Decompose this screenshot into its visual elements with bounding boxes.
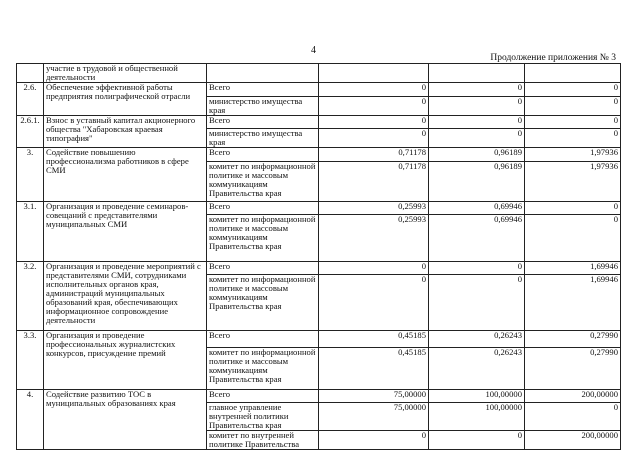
executor-label: комитет по информационной политике и массовым коммуникациям Правительства края [207,215,319,262]
amount-cell-year-2: 0 [429,83,525,97]
table-row [17,148,621,162]
row-number: 2.6.1. [17,116,44,148]
amount-cell-year-3: 200,00000 [525,431,621,450]
amount-cell-year-1: 0,71178 [319,148,429,162]
amount-cell-year-3: 0 [525,97,621,116]
amount-cell-year-2: 100,00000 [429,390,525,403]
executor-label: Всего [207,202,319,215]
row-number: 3.3. [17,331,44,390]
row-title: Взнос в уставный капитал акционерного общества "Хабаровская краевая типография" [44,116,207,148]
amount-cell-year-1: 0,71178 [319,162,429,202]
table-row [17,262,621,275]
amount-cell-year-2: 0 [429,431,525,450]
page-number: 4 [311,45,316,56]
amount-cell-year-1: 75,00000 [319,390,429,403]
executor-label: Всего [207,262,319,275]
executor-label: Всего [207,331,319,348]
row-number [17,64,44,83]
row-title: Содействие развитию ТОС в муниципальных образованиях края [44,390,207,450]
row-number: 4. [17,390,44,450]
executor-label: Всего [207,390,319,403]
amount-cell-year-1: 0 [319,262,429,275]
amount-cell-year-2: 0 [429,97,525,116]
row-title: Организация и проведение мероприятий с представителями СМИ, сотрудниками исполнительных органов края, администраций муниципальных образований края, обеспечивающих информационное сопровождение деятельности [44,262,207,331]
executor-label: Всего [207,148,319,162]
table-row [17,331,621,348]
amount-cell-year-1: 75,00000 [319,403,429,431]
amount-cell-year-1: 0 [319,116,429,129]
amount-cell-year-2 [429,64,525,83]
amount-cell-year-3: 0 [525,403,621,431]
row-number: 3.1. [17,202,44,262]
row-title: Обеспечение эффективной работы предприятия полиграфической отрасли [44,83,207,116]
executor-label [207,64,319,83]
table-row [17,116,621,129]
amount-cell-year-2: 0 [429,116,525,129]
executor-label: комитет по внутренней политике Правительства [207,431,319,450]
amount-cell-year-1: 0,25993 [319,215,429,262]
amount-cell-year-3 [525,64,621,83]
row-title: Организация и проведение профессиональных журналистских конкурсов, присуждение премий [44,331,207,390]
amount-cell-year-2: 0,26243 [429,348,525,390]
amount-cell-year-3: 0 [525,129,621,148]
amount-cell-year-2: 0 [429,275,525,331]
executor-label: министерство имущества края [207,97,319,116]
row-number: 3.2. [17,262,44,331]
amount-cell-year-2: 100,00000 [429,403,525,431]
amount-cell-year-2: 0,96189 [429,148,525,162]
amount-cell-year-1: 0,25993 [319,202,429,215]
amount-cell-year-3: 1,69946 [525,262,621,275]
executor-label: комитет по информационной политике и массовым коммуникациям Правительства края [207,275,319,331]
amount-cell-year-1 [319,64,429,83]
row-title: Содействие повышению профессионализма работников в сфере СМИ [44,148,207,202]
amount-cell-year-1: 0 [319,129,429,148]
executor-label: комитет по информационной политике и массовым коммуникациям Правительства края [207,162,319,202]
row-title: участие в трудовой и общественной деятельности [44,64,207,83]
appendix-continuation-label: Продолжение приложения № 3 [490,53,616,63]
amount-cell-year-1: 0 [319,275,429,331]
amount-cell-year-3: 1,97936 [525,162,621,202]
amount-cell-year-3: 200,00000 [525,390,621,403]
amount-cell-year-3: 0 [525,215,621,262]
table-row [17,202,621,215]
amount-cell-year-1: 0,45185 [319,348,429,390]
program-funding-table [16,63,621,450]
amount-cell-year-3: 0 [525,83,621,97]
amount-cell-year-3: 0 [525,116,621,129]
amount-cell-year-3: 1,69946 [525,275,621,331]
amount-cell-year-2: 0,26243 [429,331,525,348]
row-number: 3. [17,148,44,202]
amount-cell-year-2: 0,69946 [429,202,525,215]
amount-cell-year-1: 0 [319,83,429,97]
table-row [17,64,621,83]
amount-cell-year-3: 0,27990 [525,348,621,390]
amount-cell-year-1: 0 [319,97,429,116]
executor-label: главное управление внутренней политики Правительства края [207,403,319,431]
row-number: 2.6. [17,83,44,116]
amount-cell-year-3: 0,27990 [525,331,621,348]
executor-label: Всего [207,116,319,129]
row-title: Организация и проведение семинаров-совещаний с представителями муниципальных СМИ [44,202,207,262]
executor-label: комитет по информационной политике и массовым коммуникациям Правительства края [207,348,319,390]
amount-cell-year-2: 0 [429,262,525,275]
amount-cell-year-1: 0,45185 [319,331,429,348]
amount-cell-year-2: 0 [429,129,525,148]
executor-label: Всего [207,83,319,97]
table-row [17,390,621,403]
amount-cell-year-1: 0 [319,431,429,450]
executor-label: министерство имущества края [207,129,319,148]
amount-cell-year-3: 0 [525,202,621,215]
amount-cell-year-2: 0,69946 [429,215,525,262]
amount-cell-year-2: 0,96189 [429,162,525,202]
table-row [17,83,621,97]
amount-cell-year-3: 1,97936 [525,148,621,162]
